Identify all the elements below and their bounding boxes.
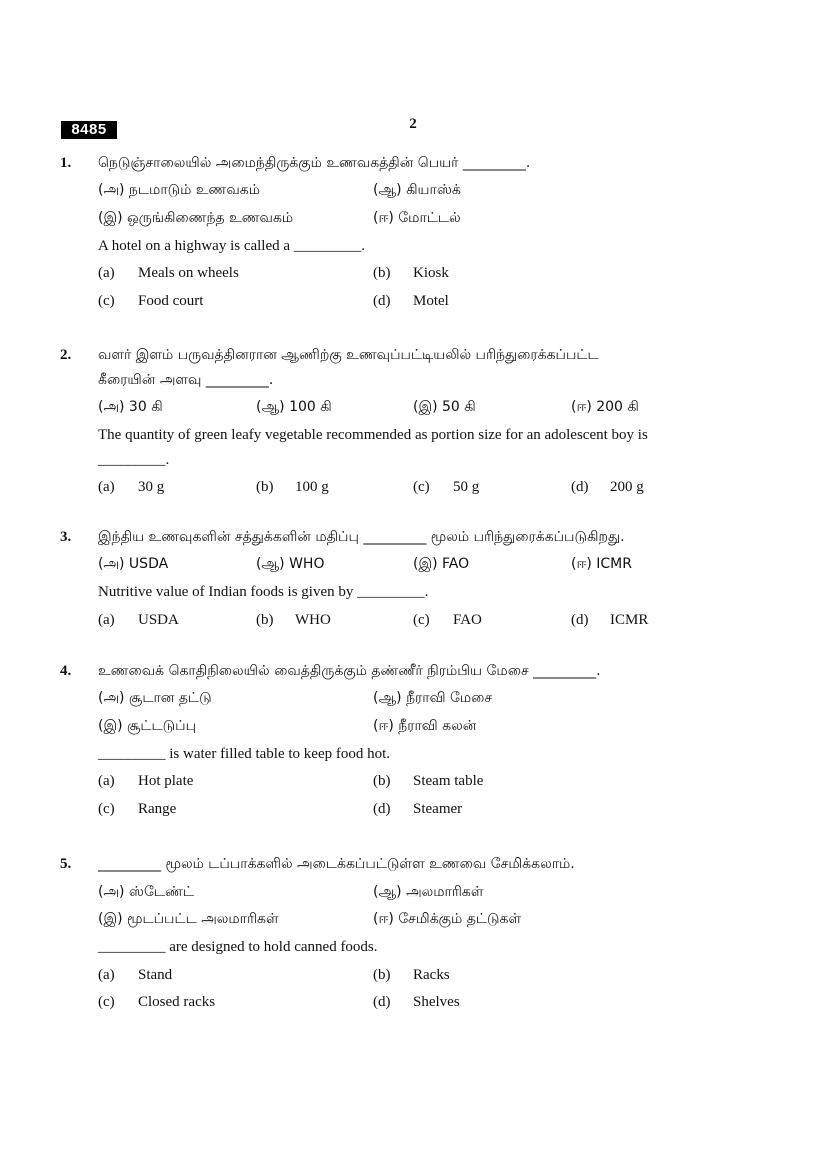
- option-label: (a): [98, 265, 115, 281]
- option-label: (b): [256, 479, 274, 495]
- option-english: Stand: [138, 967, 173, 983]
- question-number: 3.: [60, 529, 72, 545]
- option-tamil: (இ) சூட்டடுப்பு: [98, 718, 197, 734]
- question-text-tamil: _________ மூலம் டப்பாக்களில் அடைக்கப்பட்டுள்ள உணவை சேமிக்கலாம்.: [98, 856, 575, 872]
- option-label: (b): [373, 967, 391, 983]
- option-label: (d): [571, 612, 589, 628]
- option-english: ICMR: [610, 612, 649, 628]
- option-english: Steam table: [413, 773, 484, 789]
- option-tamil: (இ) FAO: [413, 556, 470, 572]
- option-label: (d): [571, 479, 589, 495]
- option-english: Kiosk: [413, 265, 449, 281]
- question-number: 4.: [60, 663, 72, 679]
- option-english: WHO: [295, 612, 331, 628]
- option-english: 200 g: [610, 479, 644, 495]
- option-tamil: (ஈ) நீராவி கலன்: [373, 718, 477, 734]
- question-text-english-cont: _________.: [98, 452, 170, 468]
- option-label: (a): [98, 773, 115, 789]
- paper-code: 8485: [61, 121, 117, 139]
- option-english: 50 g: [453, 479, 480, 495]
- option-label: (a): [98, 967, 115, 983]
- option-english: Shelves: [413, 994, 460, 1010]
- option-tamil: (ஆ) நீராவி மேசை: [373, 690, 493, 706]
- option-english: 100 g: [295, 479, 329, 495]
- question-text-english: _________ are designed to hold canned foods.: [98, 939, 378, 955]
- option-english: Steamer: [413, 801, 463, 817]
- option-english: Closed racks: [138, 994, 216, 1010]
- option-tamil: (இ) மூடப்பட்ட அலமாரிகள்: [98, 911, 279, 927]
- option-english: Racks: [413, 967, 450, 983]
- option-label: (d): [373, 293, 391, 309]
- option-label: (a): [98, 612, 115, 628]
- option-tamil: (அ) ஸ்டேண்ட்: [98, 884, 195, 900]
- option-label: (c): [98, 801, 115, 817]
- option-tamil: (ஆ) அலமாரிகள்: [373, 884, 484, 900]
- option-tamil: (அ) 30 கி: [98, 399, 163, 415]
- option-tamil: (ஈ) மோட்டல்: [373, 210, 461, 226]
- option-tamil: (ஈ) 200 கி: [571, 399, 639, 415]
- question-text-english: _________ is water filled table to keep food hot.: [98, 746, 391, 762]
- question-text-english: The quantity of green leafy vegetable recommended as portion size for an adolescent boy is: [98, 427, 648, 443]
- option-label: (d): [373, 994, 391, 1010]
- option-tamil: (இ) 50 கி: [413, 399, 476, 415]
- option-english: Meals on wheels: [138, 265, 239, 281]
- option-tamil: (அ) சூடான தட்டு: [98, 690, 212, 706]
- option-tamil: (ஈ) ICMR: [571, 556, 632, 572]
- option-english: Food court: [138, 293, 204, 309]
- option-tamil: (ஆ) WHO: [256, 556, 325, 572]
- question-number: 2.: [60, 347, 72, 363]
- question-text-tamil: வளர் இளம் பருவத்தினரான ஆணிற்கு உணவுப்பட்டியலில் பரிந்துரைக்கப்பட்ட: [98, 347, 599, 363]
- option-label: (b): [373, 265, 391, 281]
- option-label: (a): [98, 479, 115, 495]
- option-tamil: (இ) ஒருங்கிணைந்த உணவகம்: [98, 210, 294, 226]
- question-text-tamil: இந்திய உணவுகளின் சத்துக்களின் மதிப்பு _________ மூலம் பரிந்துரைக்கப்படுகிறது.: [98, 529, 625, 545]
- option-tamil: (அ) USDA: [98, 556, 169, 572]
- question-text-english: Nutritive value of Indian foods is given by _________.: [98, 584, 429, 600]
- option-english: Motel: [413, 293, 449, 309]
- option-label: (b): [256, 612, 274, 628]
- option-english: 30 g: [138, 479, 165, 495]
- option-english: USDA: [138, 612, 179, 628]
- question-text-tamil: உணவைக் கொதிநிலையில் வைத்திருக்கும் தண்ணீர் நிரம்பிய மேசை _________.: [98, 663, 601, 679]
- question-number: 5.: [60, 856, 72, 872]
- option-label: (c): [98, 994, 115, 1010]
- question-number: 1.: [60, 155, 72, 171]
- option-tamil: (ஆ) 100 கி: [256, 399, 332, 415]
- option-english: Range: [138, 801, 177, 817]
- option-label: (c): [413, 479, 430, 495]
- option-label: (c): [98, 293, 115, 309]
- question-text-tamil: நெடுஞ்சாலையில் அமைந்திருக்கும் உணவகத்தின் பெயர் _________.: [98, 155, 531, 171]
- option-tamil: (அ) நடமாடும் உணவகம்: [98, 182, 260, 198]
- option-tamil: (ஈ) சேமிக்கும் தட்டுகள்: [373, 911, 522, 927]
- option-english: Hot plate: [138, 773, 194, 789]
- option-english: FAO: [453, 612, 482, 628]
- page-number: 2: [409, 116, 417, 132]
- option-label: (b): [373, 773, 391, 789]
- question-text-tamil-cont: கீரையின் அளவு _________.: [98, 372, 274, 388]
- option-tamil: (ஆ) கியாஸ்க்: [373, 182, 461, 198]
- option-label: (d): [373, 801, 391, 817]
- question-text-english: A hotel on a highway is called a _________.: [98, 238, 366, 254]
- option-label: (c): [413, 612, 430, 628]
